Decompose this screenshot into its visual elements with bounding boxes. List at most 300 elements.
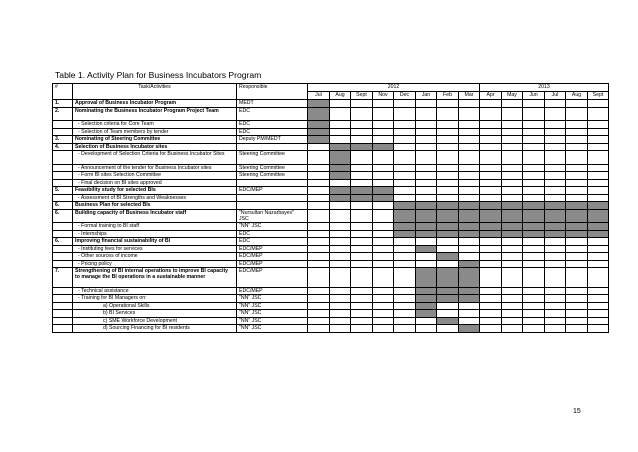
month-cell <box>566 128 588 136</box>
table-row <box>53 136 609 144</box>
month-cell <box>437 121 459 129</box>
header-month: Jun <box>523 92 545 100</box>
row-number <box>53 151 73 165</box>
header-month: Jul <box>308 92 330 100</box>
month-cell <box>566 172 588 180</box>
month-cell <box>545 136 566 144</box>
month-cell <box>416 128 437 136</box>
table-row <box>53 295 609 303</box>
table-row <box>53 128 609 136</box>
month-cell <box>588 223 609 231</box>
month-cell <box>523 287 545 295</box>
month-cell <box>351 107 373 121</box>
month-cell <box>308 107 330 121</box>
month-cell <box>373 287 394 295</box>
month-cell <box>588 238 609 246</box>
month-cell <box>330 317 351 325</box>
month-cell <box>373 238 394 246</box>
month-cell <box>308 172 330 180</box>
row-responsible: Steering Committee <box>237 151 308 165</box>
month-cell <box>373 179 394 187</box>
month-cell <box>394 253 416 261</box>
table-row <box>53 223 609 231</box>
row-task: Selection of Business Incubator sites <box>73 143 237 151</box>
month-cell <box>459 128 480 136</box>
month-cell <box>566 325 588 333</box>
month-cell <box>588 121 609 129</box>
month-cell <box>330 223 351 231</box>
row-responsible: EDC <box>237 128 308 136</box>
row-responsible: EDC <box>237 121 308 129</box>
table-row <box>53 325 609 333</box>
month-cell <box>545 143 566 151</box>
month-cell <box>330 128 351 136</box>
month-cell <box>502 209 523 223</box>
month-cell <box>459 223 480 231</box>
month-cell <box>373 302 394 310</box>
row-task: - Final decision on BI sites approved <box>73 179 237 187</box>
month-cell <box>394 223 416 231</box>
month-cell <box>588 302 609 310</box>
month-cell <box>523 230 545 238</box>
month-cell <box>545 179 566 187</box>
row-responsible: EDC/MEP <box>237 260 308 268</box>
month-cell <box>351 268 373 288</box>
row-number <box>53 179 73 187</box>
month-cell <box>588 245 609 253</box>
month-cell <box>351 287 373 295</box>
month-cell <box>437 295 459 303</box>
row-responsible <box>237 143 308 151</box>
row-responsible <box>237 194 308 202</box>
table-row <box>53 268 609 288</box>
table-row <box>53 179 609 187</box>
row-task: Feasibility study for selected BIs <box>73 187 237 195</box>
month-cell <box>523 310 545 318</box>
month-cell <box>545 287 566 295</box>
row-responsible: "NN" JSC <box>237 325 308 333</box>
header-month: Aug <box>330 92 351 100</box>
month-cell <box>459 179 480 187</box>
month-cell <box>523 302 545 310</box>
month-cell <box>480 223 502 231</box>
month-cell <box>502 268 523 288</box>
month-cell <box>523 143 545 151</box>
table-row <box>53 164 609 172</box>
month-cell <box>459 310 480 318</box>
month-cell <box>330 194 351 202</box>
month-cell <box>480 172 502 180</box>
row-responsible: EDC/MEP <box>237 253 308 261</box>
month-cell <box>394 302 416 310</box>
month-cell <box>330 302 351 310</box>
month-cell <box>373 187 394 195</box>
row-task: - Training for BI Managers on: <box>73 295 237 303</box>
month-cell <box>416 230 437 238</box>
month-cell <box>480 107 502 121</box>
month-cell <box>588 295 609 303</box>
month-cell <box>459 317 480 325</box>
month-cell <box>416 295 437 303</box>
month-cell <box>416 179 437 187</box>
month-cell <box>566 194 588 202</box>
month-cell <box>588 187 609 195</box>
month-cell <box>330 172 351 180</box>
row-responsible: "NN" JSC <box>237 317 308 325</box>
month-cell <box>373 245 394 253</box>
month-cell <box>566 260 588 268</box>
month-cell <box>330 287 351 295</box>
month-cell <box>545 295 566 303</box>
month-cell <box>523 107 545 121</box>
month-cell <box>394 172 416 180</box>
month-cell <box>502 230 523 238</box>
month-cell <box>308 317 330 325</box>
row-responsible: EDC/MEP <box>237 245 308 253</box>
header-row-years <box>53 84 609 92</box>
month-cell <box>351 238 373 246</box>
table-row <box>53 202 609 210</box>
month-cell <box>373 310 394 318</box>
month-cell <box>437 223 459 231</box>
month-cell <box>523 151 545 165</box>
month-cell <box>459 260 480 268</box>
month-cell <box>502 151 523 165</box>
header-month: Sept <box>588 92 609 100</box>
row-number <box>53 317 73 325</box>
month-cell <box>394 107 416 121</box>
month-cell <box>373 202 394 210</box>
month-cell <box>351 164 373 172</box>
month-cell <box>588 143 609 151</box>
month-cell <box>416 121 437 129</box>
month-cell <box>394 121 416 129</box>
month-cell <box>459 143 480 151</box>
month-cell <box>588 164 609 172</box>
month-cell <box>502 121 523 129</box>
month-cell <box>351 143 373 151</box>
month-cell <box>373 230 394 238</box>
month-cell <box>459 164 480 172</box>
month-cell <box>566 310 588 318</box>
row-task: - Instituting fees for services <box>73 245 237 253</box>
table-row <box>53 187 609 195</box>
month-cell <box>545 209 566 223</box>
month-cell <box>308 268 330 288</box>
month-cell <box>523 179 545 187</box>
month-cell <box>459 325 480 333</box>
month-cell <box>437 151 459 165</box>
month-cell <box>459 202 480 210</box>
row-task: - Technical assistance <box>73 287 237 295</box>
month-cell <box>394 268 416 288</box>
row-responsible: EDC/MEP <box>237 268 308 288</box>
month-cell <box>308 310 330 318</box>
month-cell <box>416 238 437 246</box>
page-number: 15 <box>573 408 581 415</box>
table-row <box>53 317 609 325</box>
month-cell <box>545 187 566 195</box>
row-responsible: Deputy PM/MEDT <box>237 136 308 144</box>
row-task: - Form BI sites Selection Committee <box>73 172 237 180</box>
month-cell <box>523 100 545 108</box>
month-cell <box>351 295 373 303</box>
month-cell <box>416 151 437 165</box>
month-cell <box>545 100 566 108</box>
month-cell <box>566 143 588 151</box>
month-cell <box>308 245 330 253</box>
header-year-2012: 2012 <box>308 84 480 92</box>
month-cell <box>502 202 523 210</box>
month-cell <box>308 194 330 202</box>
month-cell <box>437 253 459 261</box>
month-cell <box>437 107 459 121</box>
month-cell <box>480 194 502 202</box>
month-cell <box>394 230 416 238</box>
month-cell <box>394 295 416 303</box>
month-cell <box>545 268 566 288</box>
row-number <box>53 295 73 303</box>
month-cell <box>502 194 523 202</box>
month-cell <box>330 230 351 238</box>
row-task: - Other sources of income <box>73 253 237 261</box>
month-cell <box>394 202 416 210</box>
month-cell <box>437 194 459 202</box>
month-cell <box>566 287 588 295</box>
row-task: Improving financial sustainability of BI <box>73 238 237 246</box>
month-cell <box>373 172 394 180</box>
month-cell <box>394 325 416 333</box>
month-cell <box>566 164 588 172</box>
month-cell <box>437 268 459 288</box>
month-cell <box>480 317 502 325</box>
month-cell <box>480 295 502 303</box>
month-cell <box>566 187 588 195</box>
row-task: a) Operational Skills <box>73 302 237 310</box>
row-responsible: "NN" JSC <box>237 223 308 231</box>
row-responsible: Steering Committee <box>237 164 308 172</box>
month-cell <box>308 128 330 136</box>
row-task: Nominating of Steering Committee <box>73 136 237 144</box>
month-cell <box>373 325 394 333</box>
month-cell <box>566 209 588 223</box>
month-cell <box>394 245 416 253</box>
month-cell <box>545 302 566 310</box>
month-cell <box>588 253 609 261</box>
month-cell <box>330 238 351 246</box>
month-cell <box>566 302 588 310</box>
month-cell <box>588 136 609 144</box>
header-month: Nov <box>373 92 394 100</box>
month-cell <box>394 143 416 151</box>
row-number: 3. <box>53 136 73 144</box>
month-cell <box>437 209 459 223</box>
month-cell <box>416 187 437 195</box>
month-cell <box>523 128 545 136</box>
month-cell <box>394 194 416 202</box>
month-cell <box>459 107 480 121</box>
month-cell <box>308 209 330 223</box>
month-cell <box>308 121 330 129</box>
month-cell <box>588 107 609 121</box>
row-number <box>53 194 73 202</box>
table-row <box>53 302 609 310</box>
month-cell <box>480 128 502 136</box>
month-cell <box>566 151 588 165</box>
row-task: - Development of Selection Criteria for Business Incubator Sites <box>73 151 237 165</box>
month-cell <box>351 202 373 210</box>
month-cell <box>351 194 373 202</box>
table-caption: Table 1. Activity Plan for Business Incubators Program <box>55 70 262 80</box>
month-cell <box>308 202 330 210</box>
month-cell <box>394 179 416 187</box>
month-cell <box>523 223 545 231</box>
table-row <box>53 172 609 180</box>
month-cell <box>437 179 459 187</box>
month-cell <box>459 245 480 253</box>
month-cell <box>588 325 609 333</box>
month-cell <box>416 253 437 261</box>
month-cell <box>523 202 545 210</box>
month-cell <box>416 202 437 210</box>
month-cell <box>416 107 437 121</box>
month-cell <box>416 164 437 172</box>
row-number <box>53 253 73 261</box>
header-month: Feb <box>437 92 459 100</box>
month-cell <box>459 209 480 223</box>
month-cell <box>416 223 437 231</box>
month-cell <box>588 172 609 180</box>
month-cell <box>545 238 566 246</box>
row-task: Building capacity of Business Incubator staff <box>73 209 237 223</box>
month-cell <box>545 128 566 136</box>
row-number: 4. <box>53 143 73 151</box>
month-cell <box>588 230 609 238</box>
month-cell <box>351 260 373 268</box>
month-cell <box>394 238 416 246</box>
month-cell <box>459 268 480 288</box>
month-cell <box>545 310 566 318</box>
row-number: 5. <box>53 187 73 195</box>
month-cell <box>394 164 416 172</box>
month-cell <box>330 268 351 288</box>
month-cell <box>523 238 545 246</box>
month-cell <box>373 253 394 261</box>
month-cell <box>588 317 609 325</box>
month-cell <box>394 136 416 144</box>
row-task: b) BI Services <box>73 310 237 318</box>
month-cell <box>566 253 588 261</box>
row-responsible: "NN" JSC <box>237 310 308 318</box>
month-cell <box>566 230 588 238</box>
month-cell <box>459 136 480 144</box>
table-row <box>53 100 609 108</box>
month-cell <box>373 194 394 202</box>
month-cell <box>566 121 588 129</box>
month-cell <box>459 230 480 238</box>
month-cell <box>545 325 566 333</box>
month-cell <box>308 253 330 261</box>
row-number <box>53 287 73 295</box>
month-cell <box>330 253 351 261</box>
month-cell <box>308 295 330 303</box>
header-year-2013: 2013 <box>480 84 609 92</box>
month-cell <box>480 209 502 223</box>
header-month: Mar <box>459 92 480 100</box>
table-row <box>53 260 609 268</box>
row-responsible: EDC <box>237 230 308 238</box>
row-number <box>53 223 73 231</box>
month-cell <box>351 128 373 136</box>
month-cell <box>416 310 437 318</box>
row-responsible <box>237 179 308 187</box>
row-number: 6. <box>53 202 73 210</box>
month-cell <box>523 268 545 288</box>
month-cell <box>588 202 609 210</box>
row-number <box>53 302 73 310</box>
month-cell <box>437 164 459 172</box>
month-cell <box>480 310 502 318</box>
month-cell <box>502 223 523 231</box>
month-cell <box>308 143 330 151</box>
month-cell <box>459 287 480 295</box>
month-cell <box>437 260 459 268</box>
month-cell <box>373 268 394 288</box>
header-month: Jan <box>416 92 437 100</box>
month-cell <box>588 194 609 202</box>
month-cell <box>502 179 523 187</box>
month-cell <box>394 187 416 195</box>
month-cell <box>373 136 394 144</box>
row-responsible: EDC/MEP <box>237 287 308 295</box>
row-responsible: Steering Committee <box>237 172 308 180</box>
month-cell <box>416 325 437 333</box>
month-cell <box>437 287 459 295</box>
month-cell <box>480 121 502 129</box>
month-cell <box>437 187 459 195</box>
month-cell <box>437 317 459 325</box>
month-cell <box>394 100 416 108</box>
table-row <box>53 143 609 151</box>
month-cell <box>523 187 545 195</box>
row-responsible: EDC <box>237 238 308 246</box>
month-cell <box>437 310 459 318</box>
row-responsible: EDC <box>237 107 308 121</box>
month-cell <box>502 107 523 121</box>
month-cell <box>330 164 351 172</box>
month-cell <box>351 209 373 223</box>
month-cell <box>351 230 373 238</box>
month-cell <box>480 287 502 295</box>
month-cell <box>502 245 523 253</box>
month-cell <box>437 302 459 310</box>
month-cell <box>502 164 523 172</box>
month-cell <box>373 223 394 231</box>
month-cell <box>330 151 351 165</box>
month-cell <box>523 253 545 261</box>
month-cell <box>330 121 351 129</box>
month-cell <box>330 107 351 121</box>
month-cell <box>330 202 351 210</box>
row-task: - Selection of Team members by tender <box>73 128 237 136</box>
month-cell <box>351 302 373 310</box>
month-cell <box>351 100 373 108</box>
month-cell <box>545 245 566 253</box>
month-cell <box>416 245 437 253</box>
row-task: d) Sourcing Financing for BI residents <box>73 325 237 333</box>
month-cell <box>523 164 545 172</box>
month-cell <box>437 100 459 108</box>
